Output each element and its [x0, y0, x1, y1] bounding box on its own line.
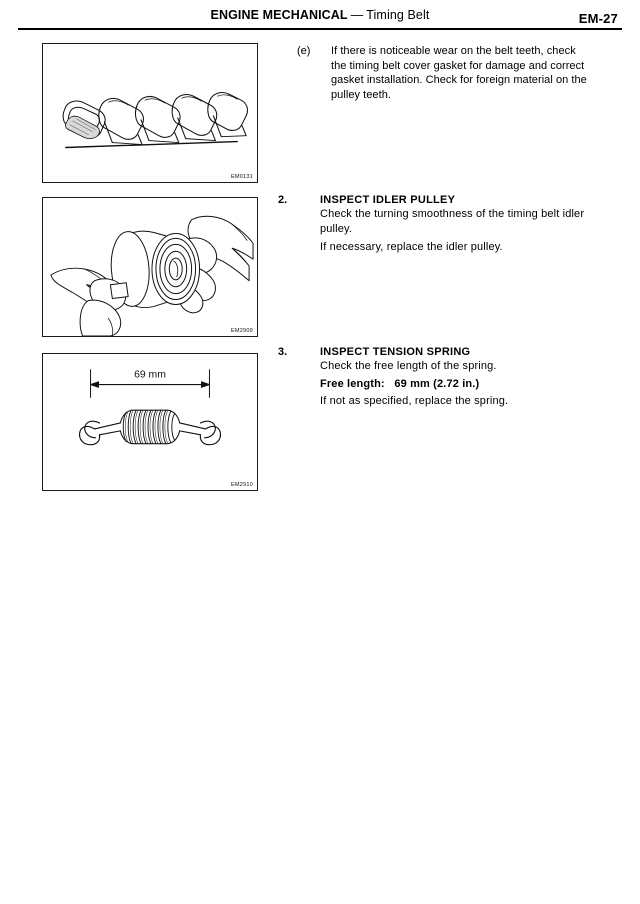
step-text-line: Check the turning smoothness of the timing belt idler pulley. — [320, 208, 585, 235]
step-body — [320, 193, 608, 255]
step-text-line: pulley teeth. — [331, 88, 391, 101]
step-marker-2: 2. — [278, 194, 288, 206]
figure-belt-teeth — [42, 43, 258, 183]
header-title-group — [0, 8, 640, 22]
step-marker-3: 3. — [278, 346, 288, 358]
figure-tension-spring — [42, 353, 258, 491]
step-body — [320, 345, 608, 409]
step-row — [278, 345, 608, 409]
step-row — [297, 44, 603, 102]
page-number: EM-27 — [578, 11, 618, 26]
step-text-line: Check the free length of the spring. — [320, 360, 497, 373]
spec-label: Free length: — [320, 377, 385, 390]
step-marker-e: (e) — [297, 45, 311, 57]
figure-idler-pulley — [42, 197, 258, 337]
procedure-step-e — [297, 44, 603, 102]
tension-spring-illustration — [43, 354, 257, 490]
figure-id-label: EM2909 — [230, 328, 253, 334]
header-subtitle: Timing Belt — [366, 8, 430, 22]
spec-value: 69 mm (2.72 in.) — [394, 377, 480, 390]
belt-teeth-illustration — [43, 44, 257, 182]
spec-row — [320, 377, 608, 391]
step-heading-inspect-idler-pulley: INSPECT IDLER PULLEY — [320, 194, 456, 206]
page-header — [0, 8, 640, 30]
step-text-line: If not as specified, replace the spring. — [320, 395, 509, 408]
figure-id-label: EM2910 — [230, 482, 253, 488]
step-row — [278, 193, 608, 255]
step-text-line: the timing belt cover gasket for damage and correct — [331, 59, 585, 72]
step-body — [331, 44, 603, 102]
header-rule — [18, 28, 622, 30]
figure-id-label: EM0131 — [230, 174, 253, 180]
procedure-step-2 — [278, 193, 608, 259]
page-title: ENGINE MECHANICAL — [210, 8, 348, 22]
step-text-line: If there is noticeable wear on the belt teeth, check — [331, 45, 576, 57]
spring-dimension-label: 69 mm — [134, 369, 166, 381]
step-text-line: If necessary, replace the idler pulley. — [320, 241, 503, 254]
idler-pulley-illustration — [43, 198, 257, 336]
procedure-step-3 — [278, 345, 608, 413]
step-text-line: gasket installation. Check for foreign material on the — [331, 74, 587, 87]
step-heading-inspect-tension-spring: INSPECT TENSION SPRING — [320, 346, 471, 358]
header-dash: — — [350, 8, 364, 22]
